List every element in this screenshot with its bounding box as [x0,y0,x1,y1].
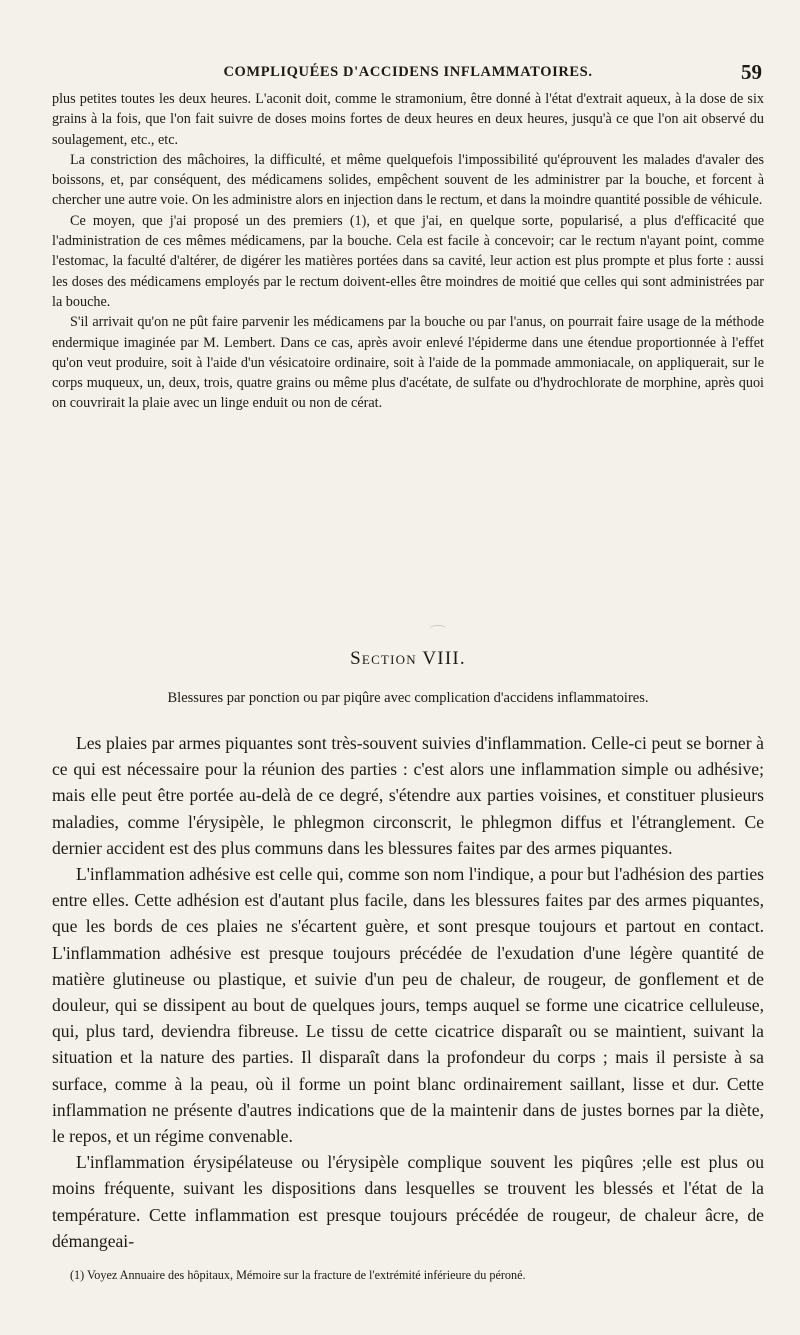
paragraph: Les plaies par armes piquantes sont très-souvent suivies d'inflammation. Celle-ci peut se borner à ce qui est nécessaire pour la réunion des parties : c'est alors une inflammation simple ou adhésive; mais elle peut être portée au-delà de ce degré, s'étendre aux parties voisines, et constituer plusieurs maladies, comme l'érysipèle, le phlegmon circonscrit, le phlegmon diffus et l'étranglement. Ce dernier accident est des plus communs dans les blessures faites par des armes piquantes. [52,733,764,858]
book-page [52,0,764,1282]
paragraph: Ce moyen, que j'ai proposé un des premiers (1), et que j'ai, en quelque sorte, popularisé, a plus d'efficacité que l'administration de ces mêmes médicamens, par la bouche. Cela est facile à concevoir; car le rectum n'ayant point, comme l'estomac, la faculté d'altérer, de digérer les matières portées dans sa cavité, leur action est plus prompte et plus forte : aussi les doses des médicamens employés par le rectum doivent-elles être moindres de moitié que celles qui sont administrées par la bouche. [52,212,764,310]
paragraph: L'inflammation adhésive est celle qui, comme son nom l'indique, a pour but l'adhésion des parties entre elles. Cette adhésion est d'autant plus facile, dans les blessures faites par des armes piquantes, que les bords de ces plaies ne s'écartent guère, et sont presque toujours et partout en contact. L'inflammation adhésive est presque toujours précédée de l'exudation d'une légère quantité de matière glutineuse ou plastique, et suivie d'un peu de chaleur, de rougeur, de gonflement et de douleur, qui se dissipent au bout de quelques jours, temps auquel se forme une cicatrice celluleuse, qui, plus tard, deviendra fibreuse. Le tissu de cette cicatrice disparaît ou se maintient, suivant la situation et la nature des parties. Il disparaît dans la profondeur du corps ; mais il persiste à sa surface, comme à la peau, où il forme un point blanc ordinairement saillant, lisse et dur. Cette inflammation ne présente d'autres indications que de la maintenir dans de justes bornes par la diète, le repos, et un régime convenable. [52,864,764,1147]
preceding-section-text [52,89,764,414]
paragraph: plus petites toutes les deux heures. L'aconit doit, comme le stramonium, être donné à l'état d'extrait aqueux, à la dose de six grains à la fois, que l'on fait suivre de doses moins fortes de deux heures en deux heures, jusqu'à ce que l'on ait observé du soulagement, etc., etc. [52,91,764,148]
running-header [52,0,764,84]
running-title: COMPLIQUÉES D'ACCIDENS INFLAMMATOIRES. [223,64,593,80]
section-body-text [52,730,764,1254]
paragraph: L'inflammation érysipélateuse ou l'érysipèle complique souvent les piqûres ;elle est plus ou moins fréquente, suivant les dispositions dans lesquelles se trouvent les blessés et l'état de la température. Cette inflammation est presque toujours précédée de rougeur, de chaleur âcre, de démangeai- [52,1152,764,1251]
section-subtitle: Blessures par ponction ou par piqûre avec complication d'accidens inflammatoires. [167,690,649,706]
print-mark [430,625,446,632]
paragraph: S'il arrivait qu'on ne pût faire parvenir les médicamens par la bouche ou par l'anus, on pourrait faire usage de la méthode endermique imaginée par M. Lembert. Dans ce cas, après avoir enlevé l'épiderme dans une étendue proportionnée à l'effet qu'on veut produire, soit à l'aide d'un vésicatoire ordinaire, soit à l'aide de la pommade ammoniacale, on appliquerait, sur le corps muqueux, un, deux, trois, quatre grains ou même plus d'acétate, de sulfate ou d'hydrochlorate de morphine, après quoi on couvrirait la plaie avec un linge enduit ou non de cérat. [52,314,764,412]
page-number: 59 [741,60,762,84]
footnote: (1) Voyez Annuaire des hôpitaux, Mémoire sur la fracture de l'extrémité inférieure du péroné. [70,1268,526,1282]
paragraph: La constriction des mâchoires, la difficulté, et même quelquefois l'impossibilité qu'éprouvent les malades d'avaler des boissons, et, par conséquent, des médicamens solides, empêchent souvent de les administrer par la bouche, et forcent à chercher une autre voie. On les administre alors en injection dans le rectum, et dans la moindre quantité possible de véhicule. [52,151,764,209]
section-heading: Section VIII. [350,648,466,669]
